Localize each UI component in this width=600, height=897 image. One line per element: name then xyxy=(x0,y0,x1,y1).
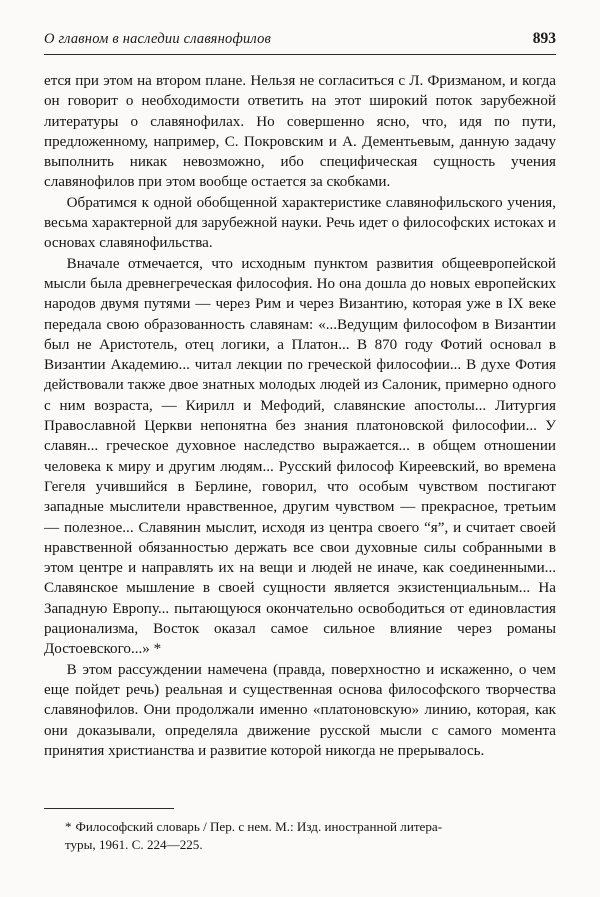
running-title: О главном в наследии славянофилов xyxy=(44,31,272,47)
page-number: 893 xyxy=(532,30,556,47)
footnote-line-1: Философский словарь / Пер. с нем. М.: Изд. иностранной литера- xyxy=(75,819,443,835)
footnote-text xyxy=(44,818,556,853)
paragraph-1: ется при этом на втором плане. Нельзя не согласиться с Л. Фризманом, и когда он говорит о необходимости ответить на этот широкий поток зарубежной литературы о славянофилах. Но совершенно ясно, что, идя по пути, предложенному, например, С. Покровским и А. Дементьевым, данную задачу выполнить никак невозможно, ибо специфическая сущность учения славянофилов при этом вообще остается за скобками. xyxy=(44,73,556,191)
footnote-marker: * xyxy=(64,819,72,835)
paragraph-2: Обратимся к одной обобщенной характеристике славянофильского учения, весьма характерной для зарубежной науки. Речь идет о философских истоках и основах славянофильства. xyxy=(44,194,556,252)
footnote-area xyxy=(44,808,556,853)
paragraph-4: В этом рассуждении намечена (правда, поверхностно и искаженно, о чем еще пойдет речь) реальная и существенная основа философского творчества славянофилов. Они продолжали именно «платоновскую» линию, которая, как они доказывали, определяла движение русской мысли с самого момента принятия христианства и развитие которой никогда не прерывалось. xyxy=(44,661,556,759)
body-text xyxy=(44,71,556,761)
running-head xyxy=(44,30,556,55)
paragraph-3: Вначале отмечается, что исходным пунктом развития общеевропейской мысли была древнегреческая философия. Но она дошла до новых европейских народов двумя путями — через Рим и через Византию, которая уже в IX веке передала свою образованность славянам: «...Ведущим философом в Византии был не Аристотель, отец логики, а Платон... В 870 году Фотий основал в Византии Академию... читал лекции по греческой философии... В духе Фотия действовали также двое знатных молодых людей из Салоник, примерно одного с ним возраста, — Кирилл и Мефодий, славянские апостолы... Литургия Православной Церкви непонятна без знания платоновской философии... У славян... греческое духовное наследство выражается... в общем отношении человека к миру и другим людям... Русский философ Киреевский, во времена Гегеля учившийся в Берлине, говорил, что особым чувством постигают западные мыслители нравственное, другим чувством — прекрасное, третьим — полезное... Славянин мыслит, исходя из центра своего “я”, и считает своей нравственной обязанностью держать все свои духовные силы собранными в этом центре и направлять их на вещи и людей не иначе, как соединенными... Славянское мышление в своей сущности является экзистенциальным... На Западную Европу... пытающуюся окончательно освободиться от единовластия рационализма, Восток оказал самое сильное влияние через романы Достоевского...» * xyxy=(44,255,556,658)
footnote-separator xyxy=(44,808,174,809)
footnote-line-2: туры, 1961. С. 224—225. xyxy=(64,836,203,852)
